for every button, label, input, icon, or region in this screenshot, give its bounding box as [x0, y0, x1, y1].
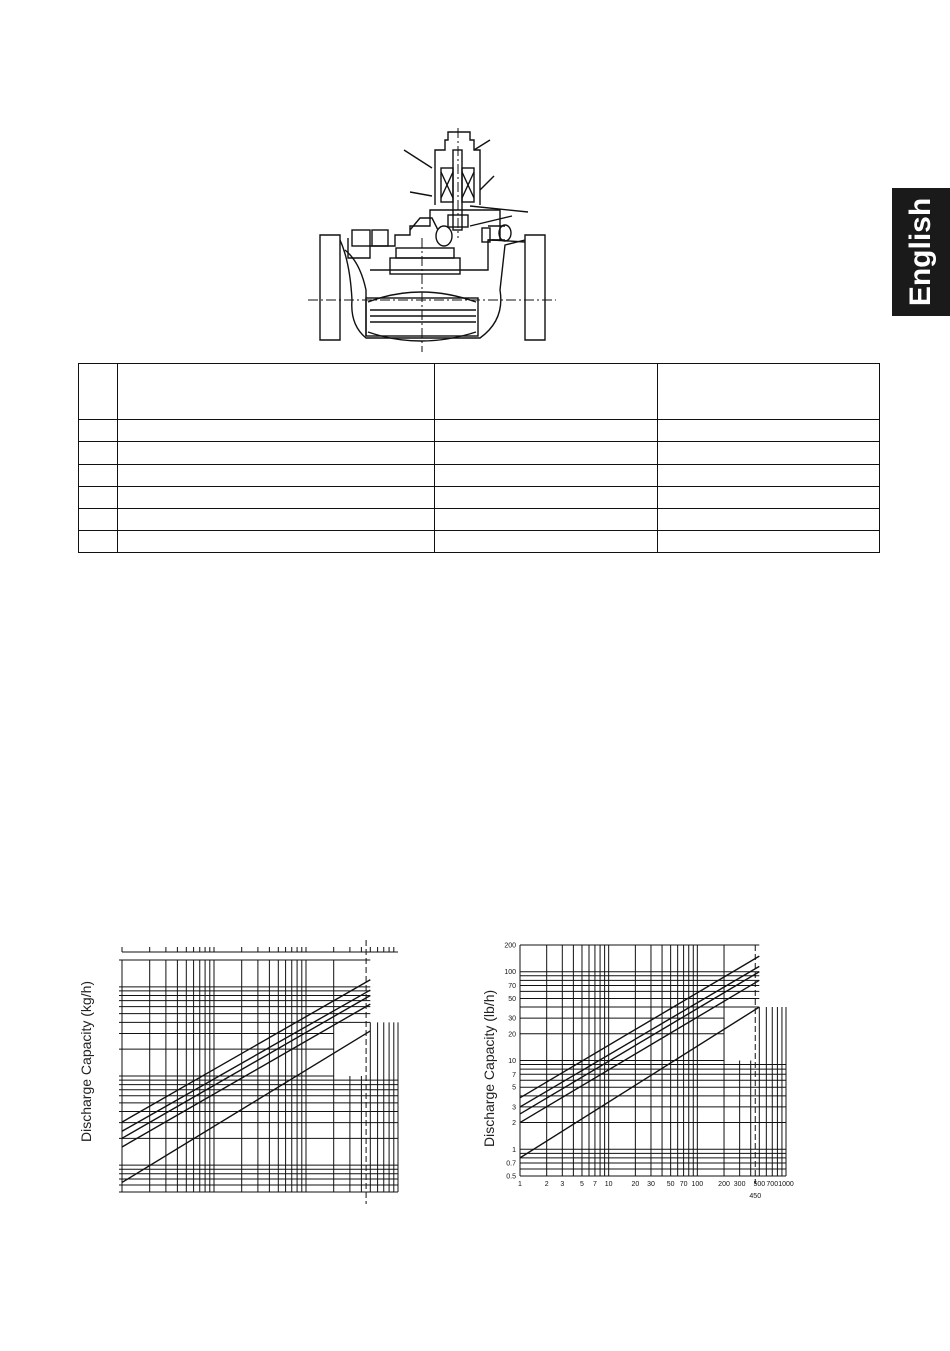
- x-tick-label: 2: [544, 1181, 549, 1188]
- y-tick-label: 50: [508, 995, 516, 1003]
- x-tick-label: 1000: [778, 1181, 794, 1188]
- y-tick-label: 7: [512, 1071, 516, 1079]
- y-tick-label: 2: [512, 1120, 516, 1128]
- x-tick-label: 100: [691, 1181, 704, 1188]
- language-tab-label: English: [904, 197, 937, 307]
- x-tick-label: 70: [679, 1181, 688, 1188]
- x-tick-label: 7: [592, 1181, 597, 1188]
- x-tick-label: 1: [518, 1181, 522, 1188]
- series-line: [520, 1007, 759, 1158]
- y-tick-label: 70: [508, 982, 516, 990]
- x-tick-label: 450: [749, 1193, 762, 1200]
- y-tick-label: 20: [508, 1031, 516, 1039]
- x-tick-label: 5: [580, 1181, 584, 1188]
- series-line: [122, 1031, 370, 1182]
- x-tick-label: 3: [560, 1181, 565, 1188]
- series-line: [122, 990, 370, 1131]
- y-tick-label: 0.5: [506, 1173, 516, 1181]
- right-chart-ylabel: Discharge Capacity (lb/h): [481, 989, 497, 1147]
- x-tick-label: 300: [733, 1181, 746, 1188]
- y-tick-label: 1: [512, 1146, 516, 1154]
- y-tick-label: 5: [512, 1084, 516, 1092]
- x-tick-label: 50: [666, 1181, 675, 1188]
- series-line: [520, 966, 759, 1107]
- y-tick-label: 3: [512, 1104, 516, 1112]
- x-tick-label: 30: [647, 1181, 655, 1188]
- y-tick-label: 0.7: [506, 1160, 516, 1168]
- series-line: [520, 972, 759, 1114]
- y-tick-label: 30: [508, 1015, 516, 1023]
- series-line: [520, 980, 759, 1122]
- x-tick-label: 10: [604, 1181, 613, 1188]
- x-tick-label: 200: [718, 1181, 730, 1188]
- y-tick-label: 10: [508, 1058, 516, 1065]
- x-tick-label: 700: [766, 1181, 779, 1188]
- y-tick-label: 100: [504, 969, 516, 977]
- x-tick-label: 500: [753, 1181, 766, 1188]
- left-chart-ylabel: Discharge Capacity (kg/h): [78, 980, 94, 1142]
- series-line: [520, 956, 759, 1098]
- x-tick-label: 20: [631, 1181, 640, 1188]
- y-tick-label: 200: [504, 942, 516, 950]
- series-line: [122, 995, 370, 1138]
